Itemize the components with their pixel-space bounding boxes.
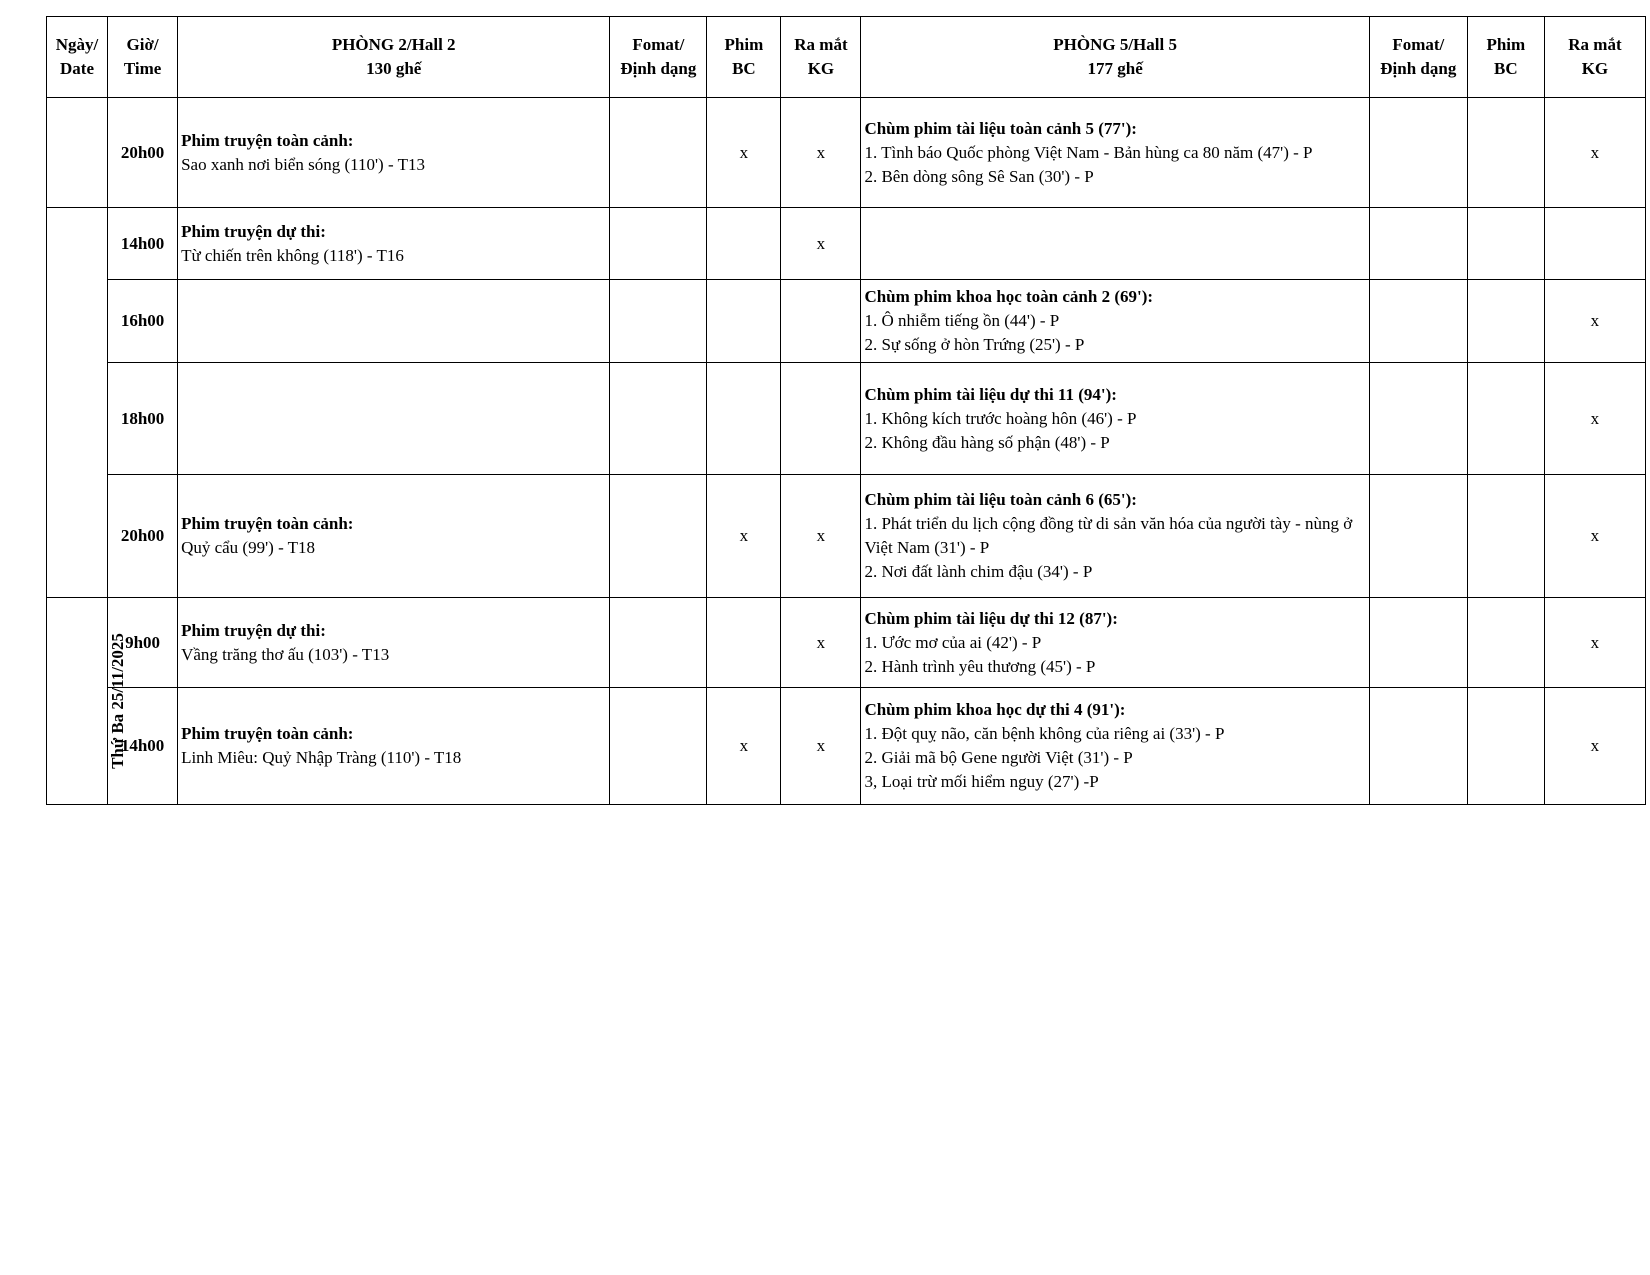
hall5-format [1369, 98, 1467, 208]
time-cell: 14h00 [108, 208, 178, 280]
header-kg-hall5: Ra mắt KG [1544, 17, 1645, 98]
time-cell: 14h00 [108, 688, 178, 805]
hall2-program [178, 598, 610, 688]
hall5-bc-mark [1467, 280, 1544, 363]
hall2-format [610, 688, 707, 805]
hall5-bc-mark [1467, 208, 1544, 280]
hall5-program [861, 208, 1369, 280]
hall5-kg-mark: x [1544, 98, 1645, 208]
hall5-category: Chùm phim tài liệu dự thi 11 (94'): [864, 384, 1117, 404]
hall5-film: 2. Sự sống ở hòn Trứng (25') - P [864, 335, 1085, 354]
hall5-program [861, 280, 1369, 363]
hall2-bc-mark [707, 280, 781, 363]
hall5-film: 3, Loại trừ mối hiểm nguy (27') -P [864, 772, 1099, 791]
hall2-program [178, 475, 610, 598]
table-row [47, 363, 1646, 475]
hall5-film: 2. Giải mã bộ Gene người Việt (31') - P [864, 748, 1133, 767]
hall2-category: Phim truyện toàn cảnh: [181, 724, 354, 743]
hall5-category: Chùm phim tài liệu dự thi 12 (87'): [864, 608, 1118, 628]
hall2-category: Phim truyện toàn cảnh: [181, 130, 354, 150]
hall5-kg-mark [1544, 208, 1645, 280]
hall2-format [610, 208, 707, 280]
header-kg-hall2: Ra mắt KG [781, 17, 861, 98]
table-row [47, 280, 1646, 363]
hall2-kg-mark: x [781, 208, 861, 280]
hall5-film: 2. Hành trình yêu thương (45') - P [864, 656, 1096, 676]
hall5-film: 1. Ước mơ của ai (42') - P [864, 632, 1042, 652]
hall2-kg-mark [781, 363, 861, 475]
hall5-format [1369, 363, 1467, 475]
hall5-kg-mark: x [1544, 280, 1645, 363]
hall2-bc-mark: x [707, 688, 781, 805]
header-time: Giờ/ Time [108, 17, 178, 98]
table-row [47, 475, 1646, 598]
hall5-film: 1. Không kích trước hoàng hôn (46') - P [864, 408, 1137, 428]
hall2-program [178, 688, 610, 805]
header-format-hall5: Fomat/ Định dạng [1369, 17, 1467, 98]
screening-schedule-table [46, 16, 1646, 805]
hall5-film: 1. Ô nhiễm tiếng ồn (44') - P [864, 311, 1060, 330]
hall5-kg-mark: x [1544, 688, 1645, 805]
hall2-program [178, 208, 610, 280]
header-bc-hall2: Phim BC [707, 17, 781, 98]
time-cell: 20h00 [108, 98, 178, 208]
header-row [47, 17, 1646, 98]
hall5-bc-mark [1467, 98, 1544, 208]
hall2-program [178, 363, 610, 475]
hall2-bc-mark [707, 363, 781, 475]
hall2-film: Quỷ cẩu (99') - T18 [181, 538, 316, 557]
hall5-bc-mark [1467, 598, 1544, 688]
time-cell: 9h00 [108, 598, 178, 688]
hall5-bc-mark [1467, 475, 1544, 598]
hall2-format [610, 363, 707, 475]
header-format-hall2: Fomat/ Định dạng [610, 17, 707, 98]
hall2-bc-mark [707, 598, 781, 688]
hall2-category: Phim truyện dự thi: [181, 221, 326, 241]
header-hall5: PHÒNG 5/Hall 5 177 ghế [861, 17, 1369, 98]
date-label: Thứ Ba 25/11/2025 [107, 633, 127, 769]
table-row [47, 688, 1646, 805]
time-cell: 20h00 [108, 475, 178, 598]
hall2-film: Linh Miêu: Quỷ Nhập Tràng (110') - T18 [181, 748, 462, 767]
hall5-category: Chùm phim tài liệu toàn cảnh 5 (77'): [864, 118, 1137, 138]
hall2-category: Phim truyện dự thi: [181, 620, 326, 640]
hall5-kg-mark: x [1544, 363, 1645, 475]
hall2-format [610, 98, 707, 208]
hall5-category: Chùm phim khoa học toàn cảnh 2 (69'): [864, 287, 1154, 306]
hall5-bc-mark [1467, 688, 1544, 805]
hall5-format [1369, 475, 1467, 598]
hall2-film: Vầng trăng thơ ấu (103') - T13 [181, 644, 390, 664]
date-cell [47, 598, 127, 805]
table-row [47, 98, 1646, 208]
table-row [47, 598, 1646, 688]
hall5-category: Chùm phim khoa học dự thi 4 (91'): [864, 700, 1126, 719]
hall2-format [610, 598, 707, 688]
date-cell [47, 208, 108, 598]
hall5-format [1369, 598, 1467, 688]
hall2-film: Sao xanh nơi biển sóng (110') - T13 [181, 154, 425, 174]
time-cell: 16h00 [108, 280, 178, 363]
hall5-film: 1. Tình báo Quốc phòng Việt Nam - Bản hùng ca 80 năm (47') - P [864, 142, 1313, 162]
hall2-kg-mark [781, 280, 861, 363]
time-cell: 18h00 [108, 363, 178, 475]
hall5-category: Chùm phim tài liệu toàn cảnh 6 (65'): [864, 490, 1137, 509]
hall2-bc-mark: x [707, 98, 781, 208]
hall5-program [861, 363, 1369, 475]
hall5-film: 1. Phát triển du lịch cộng đồng từ di sản văn hóa của người tày - nùng ở Việt Nam (31') - P [864, 514, 1353, 557]
hall5-film: 2. Nơi đất lành chim đậu (34') - P [864, 562, 1093, 581]
hall5-program [861, 598, 1369, 688]
hall5-format [1369, 280, 1467, 363]
header-bc-hall5: Phim BC [1467, 17, 1544, 98]
hall5-program [861, 98, 1369, 208]
table-row [47, 208, 1646, 280]
hall5-film: 2. Không đầu hàng số phận (48') - P [864, 432, 1110, 452]
hall5-kg-mark: x [1544, 475, 1645, 598]
hall2-category: Phim truyện toàn cảnh: [181, 514, 354, 533]
hall5-program [861, 688, 1369, 805]
hall2-kg-mark: x [781, 475, 861, 598]
hall5-program [861, 475, 1369, 598]
date-cell [47, 98, 108, 208]
header-date: Ngày/ Date [47, 17, 108, 98]
hall5-kg-mark: x [1544, 598, 1645, 688]
hall5-film: 2. Bên dòng sông Sê San (30') - P [864, 166, 1094, 186]
hall2-bc-mark: x [707, 475, 781, 598]
hall2-bc-mark [707, 208, 781, 280]
hall2-film: Từ chiến trên không (118') - T16 [181, 245, 404, 265]
header-hall2: PHÒNG 2/Hall 2 130 ghế [178, 17, 610, 98]
hall5-bc-mark [1467, 363, 1544, 475]
hall2-format [610, 280, 707, 363]
hall2-program [178, 280, 610, 363]
hall2-program [178, 98, 610, 208]
hall2-kg-mark: x [781, 598, 861, 688]
hall5-format [1369, 208, 1467, 280]
hall5-film: 1. Đột quỵ não, căn bệnh không của riêng ai (33') - P [864, 724, 1225, 743]
hall2-format [610, 475, 707, 598]
hall5-format [1369, 688, 1467, 805]
hall2-kg-mark: x [781, 688, 861, 805]
hall2-kg-mark: x [781, 98, 861, 208]
